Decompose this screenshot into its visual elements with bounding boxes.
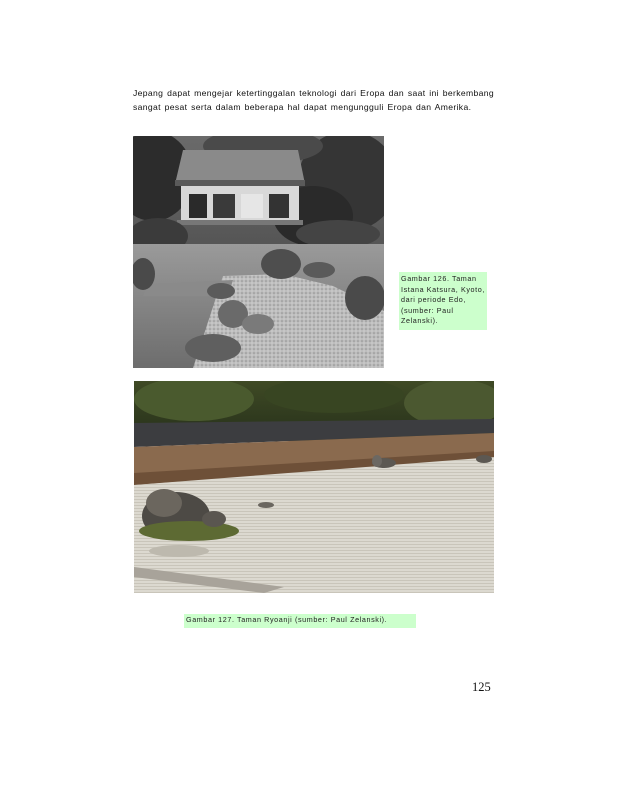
body-paragraph: Jepang dapat mengejar ketertinggalan teknologi dari Eropa dan saat ini berkembang sangat pesat serta dalam beberapa hal dapat mengungguli Eropa dan Amerika. — [133, 88, 494, 112]
katsura-garden-photo — [133, 136, 384, 368]
figure-126-caption: Gambar 126. Taman Istana Katsura, Kyoto, dari periode Edo, (sumber: Paul Zelanski). — [399, 272, 487, 330]
ryoanji-garden-photo — [134, 381, 494, 593]
page-number: 125 — [472, 680, 491, 694]
figure-127-caption: Gambar 127. Taman Ryoanji (sumber: Paul Zelanski). — [184, 614, 416, 628]
